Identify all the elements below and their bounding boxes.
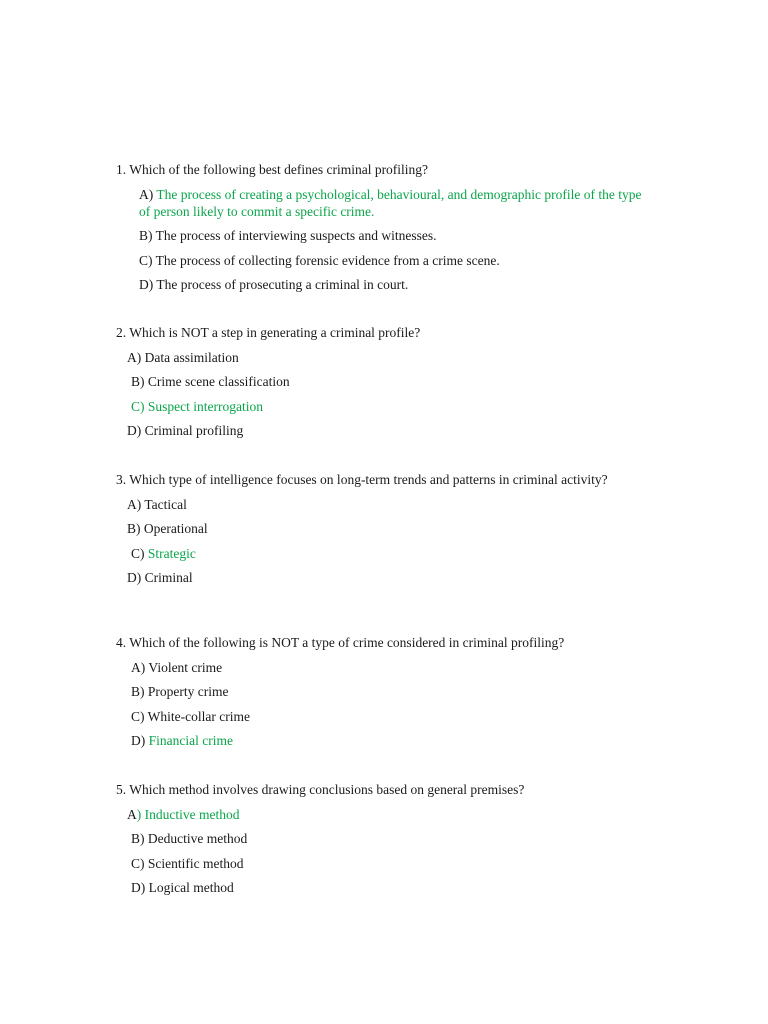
option-c	[131, 855, 656, 872]
option-d	[127, 422, 656, 439]
option-c	[139, 252, 656, 269]
option-text: D) Criminal	[127, 570, 193, 585]
option-d	[131, 732, 656, 749]
option-c	[131, 708, 656, 725]
option-c	[131, 545, 656, 562]
option-text: A) Data assimilation	[127, 349, 239, 365]
option-text: C) The process of collecting forensic evidence from a crime scene.	[139, 252, 500, 268]
question-1	[116, 161, 656, 293]
option-b	[131, 373, 656, 390]
option-d	[131, 879, 656, 896]
correct-answer-text: C) Suspect interrogation	[131, 398, 263, 414]
option-text: C) White-collar crime	[131, 708, 250, 724]
option-text: A) Tactical	[127, 496, 187, 512]
question-4	[116, 634, 656, 749]
option-label: C)	[131, 545, 148, 561]
option-label: D)	[131, 733, 149, 748]
option-b	[139, 227, 656, 244]
option-text: B) Property crime	[131, 684, 229, 699]
option-d	[127, 569, 656, 586]
option-b	[131, 830, 656, 847]
option-a	[131, 659, 656, 676]
question-3	[116, 471, 656, 586]
option-text: D) Criminal profiling	[127, 423, 244, 438]
option-label: A	[127, 806, 137, 822]
option-text: C) Scientific method	[131, 855, 244, 871]
question-5	[116, 781, 656, 896]
option-a	[139, 186, 656, 220]
correct-answer-text: ) Inductive method	[136, 806, 240, 822]
option-d	[139, 276, 656, 293]
option-text: B) Deductive method	[131, 831, 248, 846]
question-2	[116, 324, 656, 439]
option-c	[131, 398, 656, 415]
option-text: D) Logical method	[131, 880, 234, 895]
question-text: 2. Which is NOT a step in generating a criminal profile?	[116, 325, 421, 340]
option-text: B) The process of interviewing suspects and witnesses.	[139, 228, 437, 243]
correct-answer-text: Financial crime	[148, 733, 233, 748]
question-text: 1. Which of the following best defines criminal profiling?	[116, 162, 429, 177]
question-text: 5. Which method involves drawing conclusions based on general premises?	[116, 782, 525, 797]
option-text: B) Operational	[127, 521, 208, 536]
option-b	[131, 683, 656, 700]
option-a	[127, 806, 656, 823]
option-a	[127, 496, 656, 513]
option-b	[127, 520, 656, 537]
correct-answer-text: The process of creating a psychological, behavioural, and demographic profile of the type of person likely to commit a specific crime.	[139, 186, 642, 219]
question-text: 3. Which type of intelligence focuses on long-term trends and patterns in criminal activity?	[116, 472, 608, 487]
option-a	[127, 349, 656, 366]
correct-answer-text: Strategic	[147, 545, 196, 561]
question-text: 4. Which of the following is NOT a type of crime considered in criminal profiling?	[116, 635, 565, 650]
option-text: A) Violent crime	[131, 659, 223, 675]
option-label: A)	[139, 186, 157, 202]
option-text: D) The process of prosecuting a criminal in court.	[139, 277, 409, 292]
option-text: B) Crime scene classification	[131, 374, 290, 389]
